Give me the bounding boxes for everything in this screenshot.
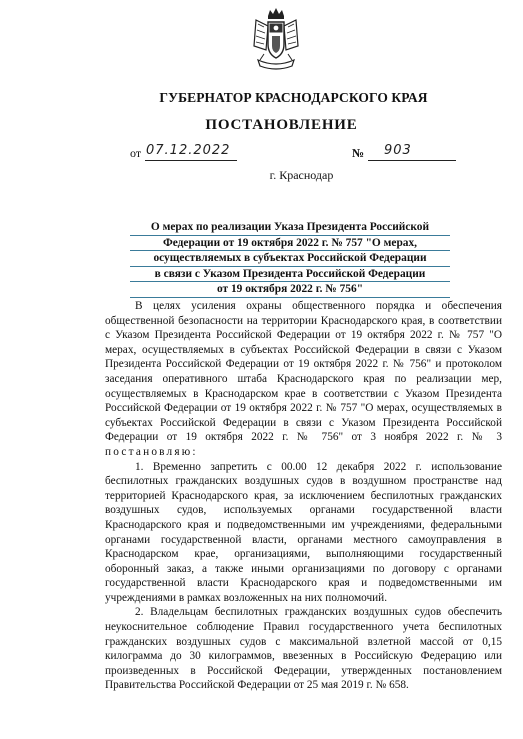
governor-heading: ГУБЕРНАТОР КРАСНОДАРСКОГО КРАЯ xyxy=(159,90,428,105)
date-underline xyxy=(145,160,237,161)
number-underline xyxy=(368,160,456,161)
document-type-heading: ПОСТАНОВЛЕНИЕ xyxy=(205,117,358,133)
title-line: в связи с Указом Президента Российской Федерации xyxy=(130,267,450,283)
number-value: 903 xyxy=(384,143,412,158)
decree-word: постановляю: xyxy=(105,445,198,458)
item-1-paragraph: 1. Временно запретить с 00.00 12 декабря 2022 г. использование беспилотных гражданских воздушных судов в воздушном пространстве над территорией Краснодарского края, за исключением беспилотных гражданских воздушных судов, используемых органами государственной власти Краснодарского края и подведомственными им учреждениями, федеральными органами государственной власти, органами местного самоуправления в Краснодарском крае, организациями, выполняющими государственный оборонный заказ, а также иными организациями по договору с органами государственной власти Краснодарского края и подведомственными им учреждениями в рамках возложенных на них полномочий. xyxy=(105,460,502,604)
title-line: осуществляемых в субъектах Российской Федерации xyxy=(130,251,450,267)
coat-of-arms-icon xyxy=(250,6,302,74)
title-line: О мерах по реализации Указа Президента Российской xyxy=(130,220,450,236)
document-title xyxy=(130,220,450,298)
preamble-paragraph xyxy=(105,299,502,460)
date-label: от xyxy=(130,146,142,160)
number-label: № xyxy=(352,146,365,160)
date-value: 07.12.2022 xyxy=(146,143,231,158)
title-line: Федерации от 19 октября 2022 г. № 757 "О мерах, xyxy=(130,236,450,252)
city-line: г. Краснодар xyxy=(269,168,334,182)
item-2-paragraph: 2. Владельцам беспилотных гражданских воздушных судов обеспечить неукоснительное соблюдение Правил государственного учета беспилотных гражданских воздушных судов с максимальной взлетной массой от 0,15 килограмма до 30 килограммов, ввезенных в Российскую Федерацию или произведенных в Российской Федерации, утвержденных постановлением Правительства Российской Федерации от 25 мая 2019 г. № 658. xyxy=(105,606,502,692)
document-body xyxy=(105,299,502,693)
preamble-text: В целях усиления охраны общественного порядка и обеспечения общественной безопасности на территории Краснодарского края, в соответствии с Указом Президента Российской Федерации от 19 октября 2022 г. № 757 "О мерах, осуществляемых в субъектах Российской Федерации в связи с Указом Президента Российской Федерации от 19 октября 2022 г. № 756" и протоколом заседания оперативного штаба Краснодарского края по реализации мер, осуществляемых в Краснодарском крае в соответствии с Указом Президента Российской Федерации от 19 октября 2022 г. № 757 "О мерах, осуществляемых в субъектах Российской Федерации в связи с Указом Президента Российской Федерации от 19 октября 2022 г. № 756" от 3 ноября 2022 г. № 3 xyxy=(105,300,502,444)
title-line: от 19 октября 2022 г. № 756" xyxy=(130,282,450,298)
